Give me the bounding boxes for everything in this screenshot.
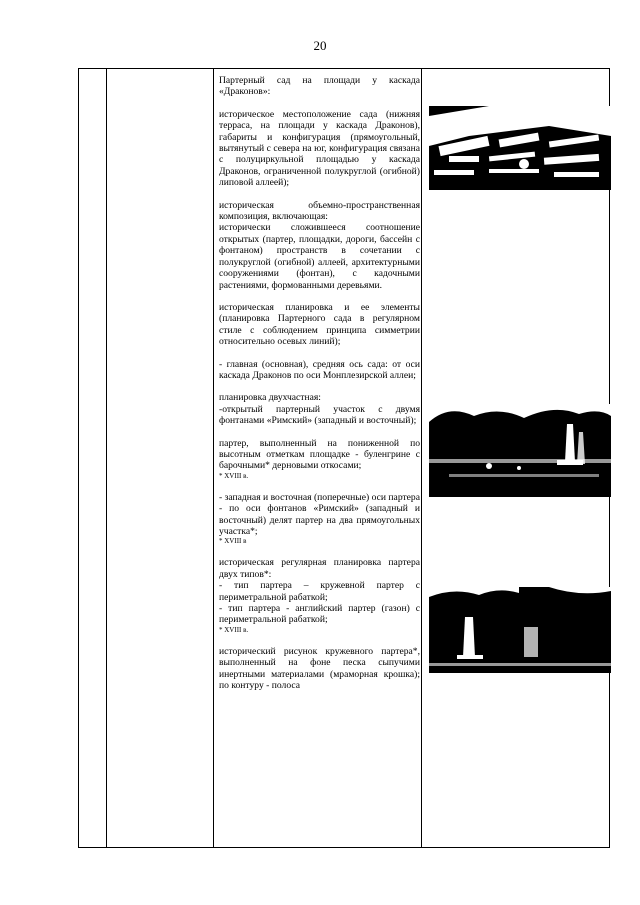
block-5 bbox=[219, 392, 420, 426]
block-9 bbox=[219, 646, 420, 692]
page-number: 20 bbox=[313, 38, 327, 53]
block-text: -открытый партерный участок с двумя фонтанами «Римский» (западный и восточный); bbox=[219, 403, 420, 427]
block-text: - западная и восточная (поперечные) оси партера - по оси фонтанов «Римский» (западный и восточный) делят партер на два прямоугольных участка*; bbox=[219, 491, 420, 537]
block-text: историческое местоположение сада (нижняя терраса, на площади у каскада Драконов), габариты и конфигурация (прямоугольный, вытянутый с севера на юг, конфигурация связана с полуциркульной площадью у каскада Драконов, ограниченной полукруглой (огибной) липовой аллеей); bbox=[219, 108, 420, 189]
footnote-mark: * XVIII в bbox=[219, 537, 247, 546]
block-6 bbox=[219, 438, 420, 481]
block-text: исторически сложившееся соотношение открытых (партер, площадки, дороги, бассейн с фонтаном) пространств в сочетании с полукруглой (огибной) аллеей, архитектурными сооружениями (фонтан), с кадочными растениями, формованными деревьями. bbox=[219, 222, 420, 291]
block-text: - тип партера – кружевной партер с периметральной рабаткой; bbox=[219, 580, 420, 603]
block-8 bbox=[219, 557, 420, 634]
block-text: Партерный сад на площади у каскада «Драконов»: bbox=[219, 75, 420, 98]
block-text: партер, выполненный на пониженной по высотным отметкам площадке - буленгрине с барочными* дерновыми откосами; bbox=[219, 437, 420, 472]
description-column bbox=[219, 75, 420, 702]
block-2 bbox=[219, 200, 420, 291]
block-text: планировка двухчастная: bbox=[219, 392, 321, 404]
block-1 bbox=[219, 109, 420, 189]
park-photo-trees bbox=[429, 587, 611, 673]
block-text: историческая регулярная планировка партера двух типов*: bbox=[219, 557, 420, 580]
block-text: - главная (основная), средняя ось сада: от оси каскада Драконов по оси Монплезирской аллеи; bbox=[219, 358, 420, 381]
block-text: историческая объемно-пространственная композиция, включающая: bbox=[219, 199, 420, 223]
column-divider-3 bbox=[421, 69, 422, 847]
column-divider-2 bbox=[213, 69, 214, 847]
heritage-table bbox=[78, 68, 610, 848]
footnote-mark: * XVIII в. bbox=[219, 625, 249, 634]
block-7 bbox=[219, 492, 420, 547]
block-text: - тип партера - английский партер (газон) с периметральной рабаткой; bbox=[219, 603, 420, 626]
block-0 bbox=[219, 75, 420, 98]
aerial-photo-parterre bbox=[429, 106, 611, 190]
block-text: историческая планировка и ее элементы (планировка Партерного сада в регулярном стиле с соблюдением принципа симметрии относительно осевых линий); bbox=[219, 301, 420, 348]
block-4 bbox=[219, 359, 420, 382]
fountain-photo-roman bbox=[429, 404, 611, 497]
block-3 bbox=[219, 302, 420, 348]
block-text: исторический рисунок кружевного партера*, выполненный на фоне песка сыпучими инертными материалами (мраморная крошка); по контуру - полоса bbox=[219, 645, 420, 692]
footnote-mark: * XVIII в. bbox=[219, 471, 249, 480]
column-divider-1 bbox=[106, 69, 107, 847]
